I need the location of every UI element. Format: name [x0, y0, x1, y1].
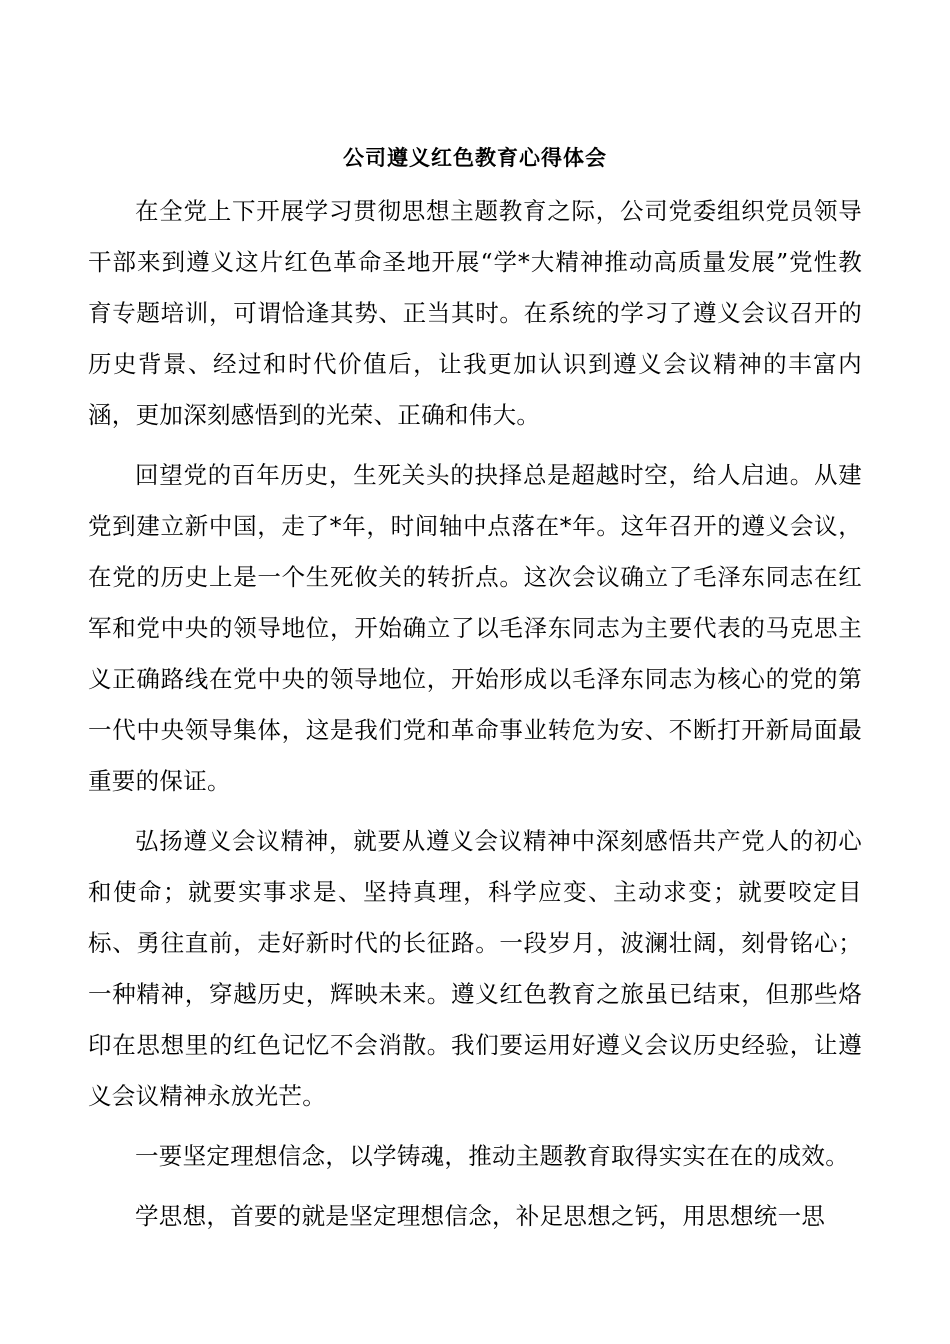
paragraph-5: 学思想，首要的就是坚定理想信念，补足思想之钙，用思想统一思: [135, 1202, 826, 1230]
paragraph-1: 在全党上下开展学习贯彻思想主题教育之际，公司党委组织党员领导干部来到遵义这片红色革命圣地开展“学*大精神推动高质量发展”党性教育专题培训，可谓恰逢其势、正当其时。在系统的学习了遵义会议召开的历史背景、经过和时代价值后，让我更加认识到遵义会议精神的丰富内涵，更加深刻感悟到的光荣、正确和伟大。: [88, 197, 862, 429]
document-page: [88, 138, 862, 1251]
paragraph-2: 回望党的百年历史，生死关头的抉择总是超越时空，给人启迪。从建党到建立新中国，走了*年，时间轴中点落在*年。这年召开的遵义会议，在党的历史上是一个生死攸关的转折点。这次会议确立了毛泽东同志在红军和党中央的领导地位，开始确立了以毛泽东同志为主要代表的马克思主义正确路线在党中央的领导地位，开始形成以毛泽东同志为核心的党的第一代中央领导集体，这是我们党和革命事业转危为安、不断打开新局面最重要的保证。: [88, 461, 862, 795]
paragraph-4: 一要坚定理想信念，以学铸魂，推动主题教育取得实实在在的成效。: [135, 1142, 849, 1170]
document-title: 公司遵义红色教育心得体会: [343, 145, 607, 170]
paragraph-3: 弘扬遵义会议精神，就要从遵义会议精神中深刻感悟共产党人的初心和使命；就要实事求是、坚持真理，科学应变、主动求变；就要咬定目标、勇往直前，走好新时代的长征路。一段岁月，波澜壮阔，刻骨铭心；一种精神，穿越历史，辉映未来。遵义红色教育之旅虽已结束，但那些烙印在思想里的红色记忆不会消散。我们要运用好遵义会议历史经验，让遵义会议精神永放光芒。: [88, 827, 862, 1110]
